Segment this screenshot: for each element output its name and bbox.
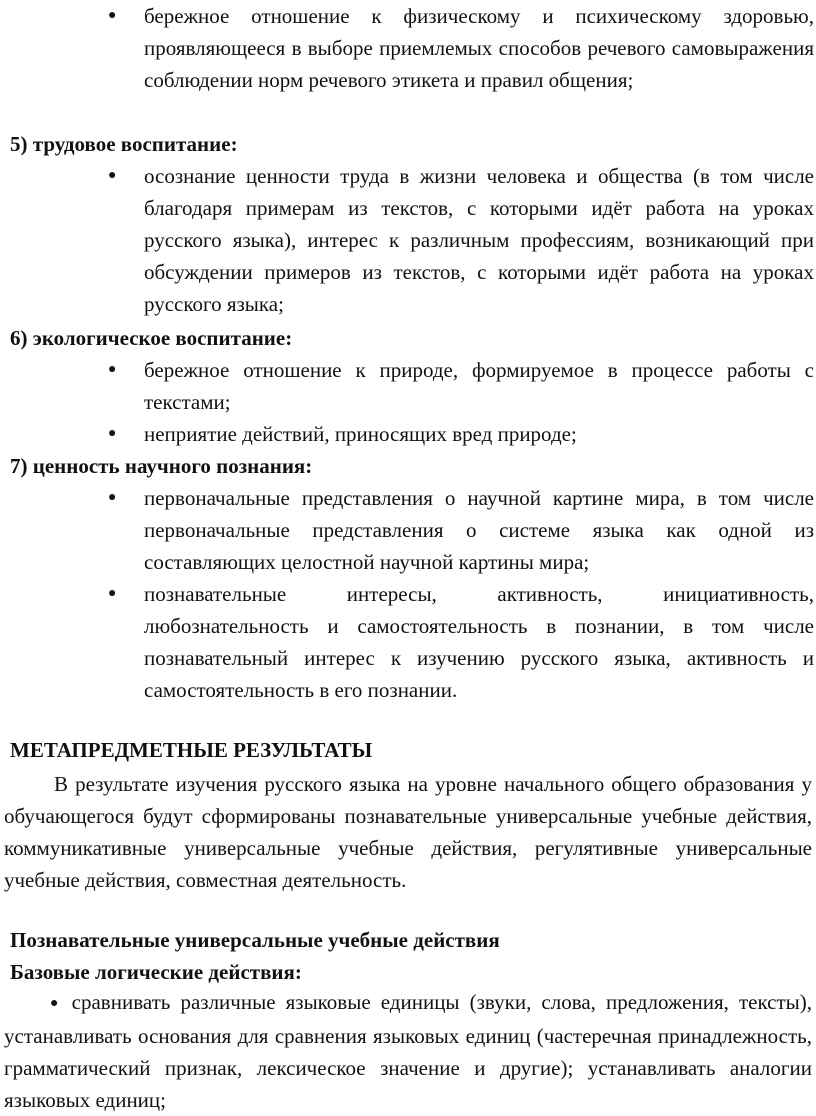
bullet-text: бережное отношение к физическому и психическому здоровью, проявляющееся в выборе приемлемых способов речевого самовыражения соблюдении норм речевого этикета и правил общения; (144, 4, 814, 92)
bullet-dot-icon: ● (108, 490, 117, 505)
bullet-text: неприятие действий, приносящих вред природе; (144, 422, 577, 446)
bullet-dot-icon: ● (108, 8, 117, 23)
bullet-text: первоначальные представления о научной картине мира, в том числе первоначальные представления о системе языка как одной из составляющих целостной научной картины мира; (144, 486, 814, 574)
bullet-paragraph (4, 986, 812, 1116)
section-heading: Базовые логические действия: (10, 960, 302, 984)
bullet-dot-icon: ● (108, 168, 117, 183)
bullet-text: бережное отношение к природе, формируемое в процессе работы с текстами; (144, 358, 814, 414)
section-heading: 7) ценность научного познания: (10, 454, 313, 478)
section-heading: Познавательные универсальные учебные действия (10, 928, 500, 952)
bullet-text: сравнивать различные языковые единицы (звуки, слова, предложения, тексты), устанавливать основания для сравнения языковых единиц (частеречная принадлежность, грамматический признак, лексическое значение и другие); устанавливать аналогии языковых единиц; (4, 990, 812, 1112)
body-paragraph: В результате изучения русского языка на уровне начального общего образования у обучающегося будут сформированы познавательные универсальные учебные действия, коммуникативные универсальные учебные действия, регулятивные универсальные учебные действия, совместная деятельность. (4, 772, 812, 892)
bullet-dot-icon: ● (108, 586, 117, 601)
section-heading: МЕТАПРЕДМЕТНЫЕ РЕЗУЛЬТАТЫ (10, 738, 373, 762)
bullet-dot-icon: ● (108, 362, 117, 377)
bullet-dot-icon: ● (50, 996, 72, 1011)
bullet-dot-icon: ● (108, 426, 117, 441)
bullet-text: познавательные интересы, активность, инициативность, любознательность и самостоятельность в познании, в том числе познавательный интерес к изучению русского языка, активность и самостоятельность в его познании. (144, 582, 814, 702)
section-heading: 6) экологическое воспитание: (10, 326, 293, 350)
section-heading: 5) трудовое воспитание: (10, 132, 238, 156)
bullet-text: осознание ценности труда в жизни человека и общества (в том числе благодаря примерам из текстов, с которыми идёт работа на уроках русского языка), интерес к различным профессиям, возникающий при обсуждении примеров из текстов, с которыми идёт работа на уроках русского языка; (144, 164, 814, 316)
